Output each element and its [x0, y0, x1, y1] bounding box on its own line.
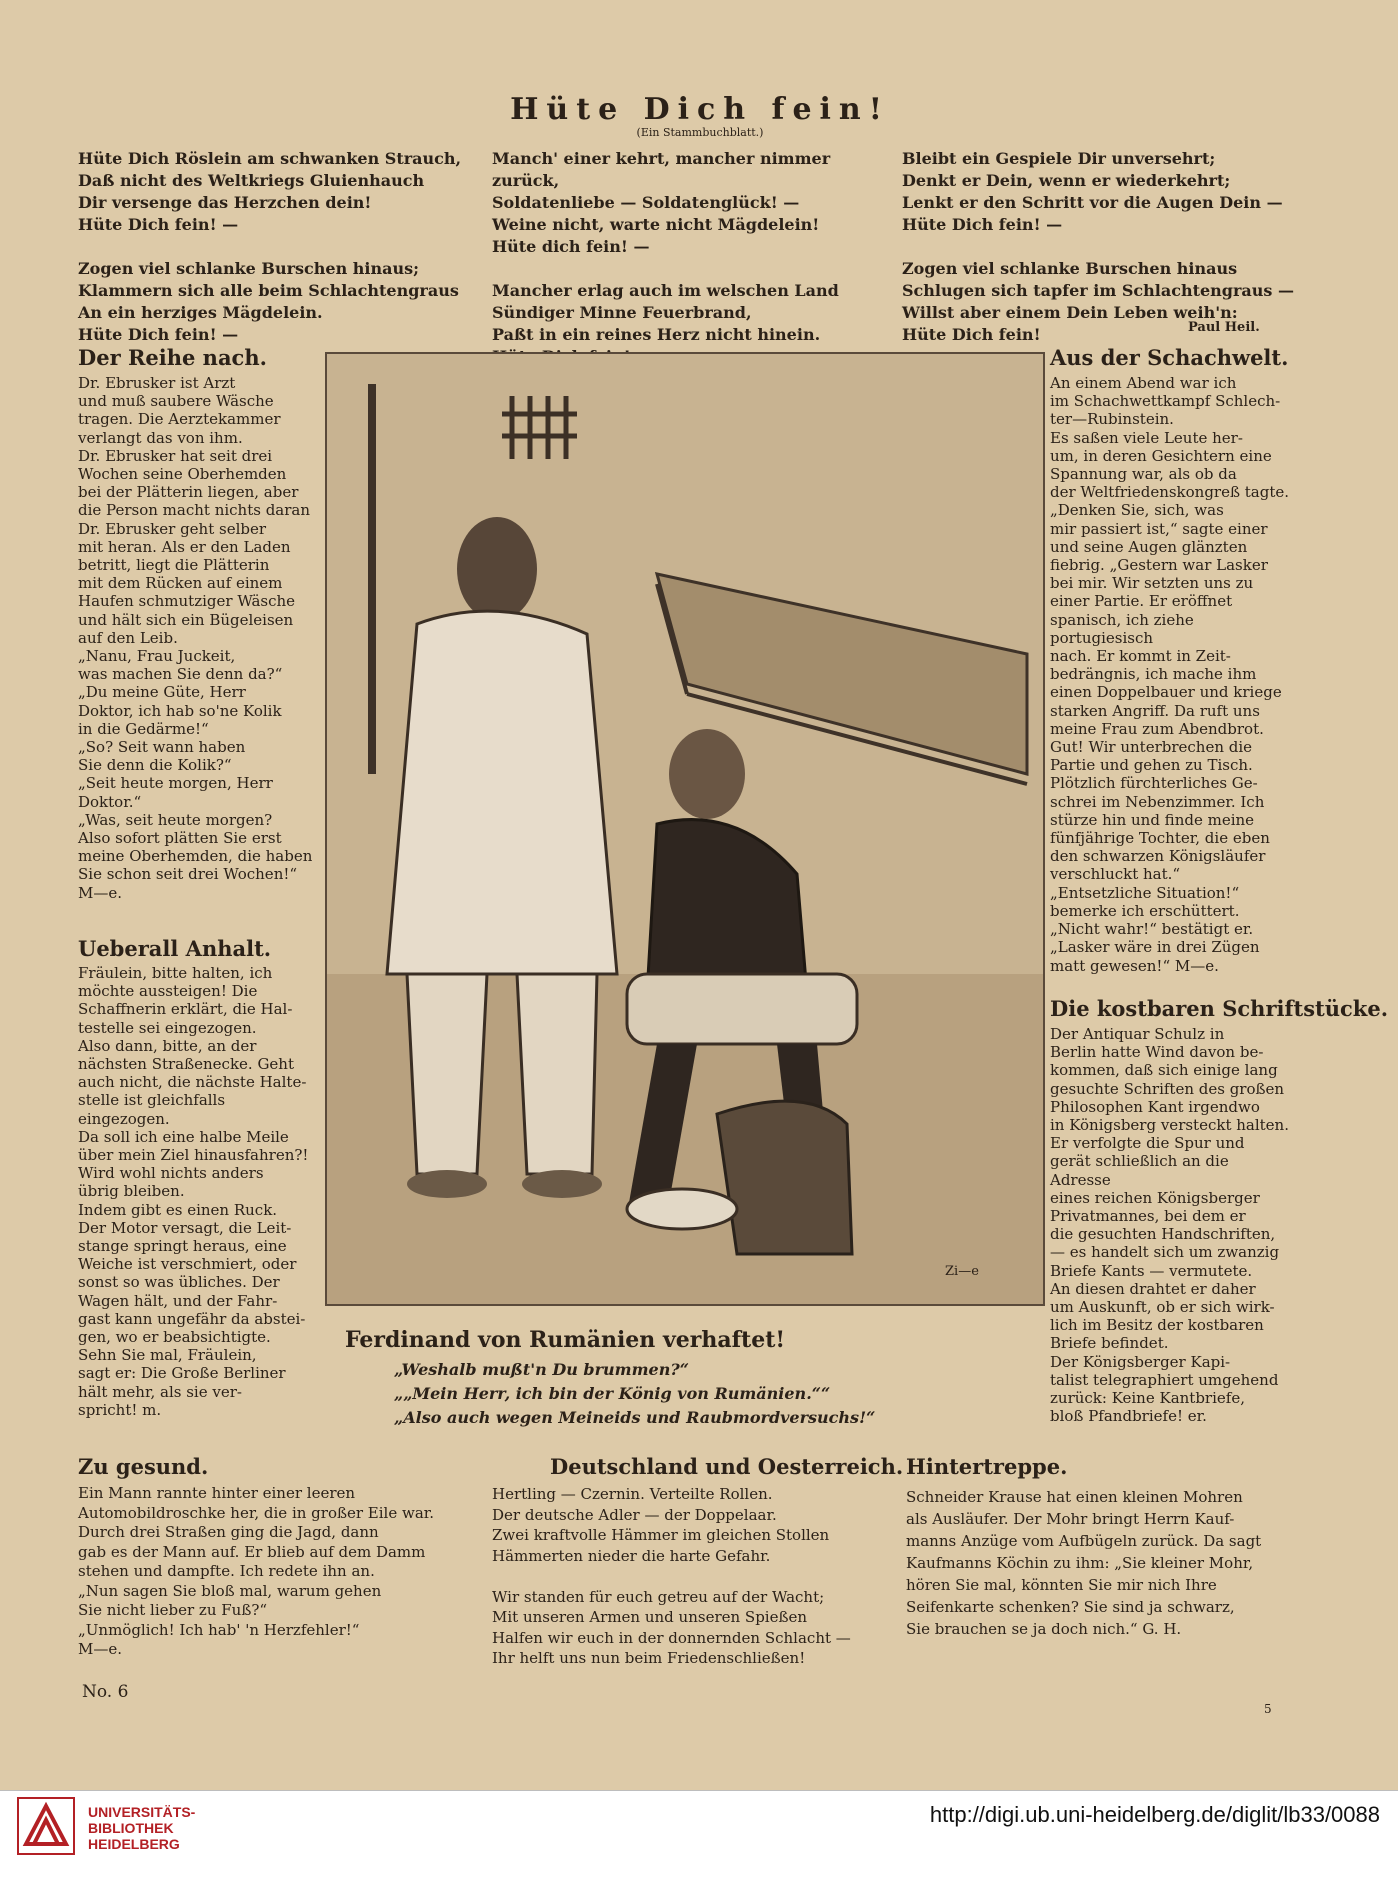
illustration — [325, 352, 1045, 1306]
caption-title: Ferdinand von Rumänien verhaftet! — [345, 1327, 786, 1353]
left-section-2-title: Ueberall Anhalt. — [78, 936, 272, 961]
issue-number: No. 6 — [82, 1682, 129, 1702]
right-section-1-text: An einem Abend war ich im Schachwettkampf Schlech- ter—Rubinstein. Es saßen viele Leute her- um, in deren Gesichtern eine Spannung war, als ob da der Weltfriedenskongreß tagte. „Denken Sie, sich, was mir passiert ist,“ sagte einer und seine Augen glänzten fiebrig. „Gestern war Lasker bei mir. Wir setzten uns zu einer Partie. Er eröffnet spanisch, ich ziehe portugiesisch nach. Er kommt in Zeit- bedrängnis, ich mache ihm einen Doppelbauer und kriege starken Angriff. Da ruft uns meine Frau zum Abendbrot. Gut! Wir unterbrechen die Partie und gehen zu Tisch. Plötzlich fürchterliches Ge- schrei im Nebenzimmer. Ich stürze hin und finde meine fünfjährige Tochter, die eben den schwarzen Königsläufer verschluckt hat.“ „Entsetzliche Situation!“ bemerke ich erschüttert. „Nicht wahr!“ bestätigt er. „Lasker wäre in drei Zügen matt gewesen!“ M—e. — [1050, 374, 1290, 975]
left-section-1-title: Der Reihe nach. — [78, 345, 267, 370]
right-section-2-title: Die kostbaren Schriftstücke. — [1050, 996, 1389, 1021]
caption-line-1: „Weshalb mußt'n Du brummen?“ — [394, 1360, 689, 1379]
illustration-signature: Zi—e — [945, 1264, 979, 1279]
library-name: UNIVERSITÄTS- BIBLIOTHEK HEIDELBERG — [88, 1804, 196, 1852]
bottom-section-2-title: Deutschland und Oesterreich. — [550, 1454, 904, 1479]
left-section-2-text: Fräulein, bitte halten, ich möchte aussteigen! Die Schaffnerin erklärt, die Hal- testelle sei eingezogen. Also dann, bitte, an der nächsten Straßenecke. Geht auch nicht, die nächste Halte- stelle ist gleichfalls eingezogen. Da soll ich eine halbe Meile über mein Ziel hinausfahren?! Wird wohl nichts anders übrig bleiben. Indem gibt es einen Ruck. Der Motor versagt, die Leit- stange springt heraus, eine Weiche ist verschmiert, oder sonst so was übliches. Der Wagen hält, und der Fahr- gast kann ungefähr da abstei- gen, wo er beabsichtigte. Sehn Sie mal, Fräulein, sagt er: Die Große Berliner hält mehr, als sie ver- spricht! m. — [78, 964, 309, 1419]
bottom-section-3-title: Hintertreppe. — [906, 1454, 1068, 1479]
bottom-section-2-text: Hertling — Czernin. Verteilte Rollen. Der deutsche Adler — der Doppelaar. Zwei kraftvolle Hämmer im gleichen Stollen Hämmerten nieder die harte Gefahr. Wir standen für euch getreu auf der Wacht; Mit unseren Armen und unseren Spießen Halfen wir euch in der donnernden Schlacht — Ihr helft uns nun beim Friedenschließen! — [492, 1485, 851, 1667]
poem-title: Hüte Dich fein! — [510, 92, 890, 127]
library-logo[interactable] — [16, 1796, 76, 1856]
cartoon-drawing — [327, 354, 1043, 1304]
source-url[interactable]: http://digi.ub.uni-heidelberg.de/diglit/lb33/0088 — [929, 1802, 1380, 1827]
caption-line-2: „„Mein Herr, ich bin der König von Rumänien.““ — [394, 1384, 831, 1403]
caption-line-3: „Also auch wegen Meineids und Raubmordversuchs!“ — [394, 1408, 876, 1427]
library-seal-icon — [16, 1796, 76, 1856]
poem-column-3: Bleibt ein Gespiele Dir unversehrt; Denkt er Dein, wenn er wiederkehrt; Lenkt er den Schritt vor die Augen Dein — Hüte Dich fein! — Zogen viel schlanke Burschen hinaus Schlugen sich tapfer im Schlachtengraus — Willst aber einem Dein Leben weih'n: Hüte Dich fein! — [902, 149, 1294, 344]
bottom-section-3-text: Schneider Krause hat einen kleinen Mohren als Ausläufer. Der Mohr bringt Herrn Kauf- manns Anzüge vom Aufbügeln zurück. Da sagt Kaufmanns Köchin zu ihm: „Sie kleiner Mohr, hören Sie mal, könnten Sie mir nich Ihre Seifenkarte schenken? Sie sind ja schwarz, Sie brauchen se ja doch nich.“ G. H. — [906, 1488, 1262, 1638]
poem-column-2: Manch' einer kehrt, mancher nimmer zurück, Soldatenliebe — Soldatenglück! — Weine nicht, warte nicht Mägdelein! Hüte dich fein! — Mancher erlag auch im welschen Land Sündiger Minne Feuerbrand, Paßt in ein reines Herz nicht hinein. — [492, 149, 839, 344]
left-section-1-text: Dr. Ebrusker ist Arzt und muß saubere Wäsche tragen. Die Aerztekammer verlangt das von ihm. Dr. Ebrusker hat seit drei Wochen seine Oberhemden bei der Plätterin liegen, aber die Person macht nichts daran Dr. Ebrusker geht selber mit heran. Als er den Laden betritt, liegt die Plätterin mit dem Rücken auf einem Haufen schmutziger Wäsche und hält sich ein Bügeleisen auf den Leib. „Nanu, Frau Juckeit, was machen Sie denn da?“ „Du meine Güte, Herr Doktor, ich hab so'ne Kolik in die Gedärme!“ „So? Seit wann haben Sie denn die Kolik?“ „Seit heute morgen, Herr Doktor.“ „Was, seit heute morgen? Also sofort plätten Sie erst meine Oberhemden, die haben Sie schon seit drei Wochen!“ M—e. — [78, 374, 313, 902]
bottom-section-1-title: Zu gesund. — [78, 1454, 209, 1479]
right-section-1-title: Aus der Schachwelt. — [1050, 345, 1289, 370]
poem-author: Paul Heil. — [1188, 320, 1260, 335]
page-number: 5 — [1264, 1702, 1272, 1716]
poem-column-1: Hüte Dich Röslein am schwanken Strauch, Daß nicht des Weltkriegs Gluienhauch Dir versenge das Herzchen dein! Hüte Dich fein! — Zogen viel schlanke Burschen hinaus; Klammern sich alle beim Schlachtengraus An ein herziges Mägdelein. Hüte Dich fein! — — [78, 149, 462, 344]
right-section-2-text: Der Antiquar Schulz in Berlin hatte Wind davon be- kommen, daß sich einige lang gesuchte Schriften des großen Philosophen Kant irgendwo in Königsberg versteckt halten. Er verfolgte die Spur und gerät schließlich an die Adresse eines reichen Königsberger Privatmannes, bei dem er die gesuchten Handschriften, — es handelt sich um zwanzig Briefe Kants — vermutete. An diesen drahtet er daher um Auskunft, ob er sich wirk- lich im Besitz der kostbaren Briefe befindet. Der Königsberger Kapi- talist telegraphiert umgehend zurück: Keine Kantbriefe, bloß Pfandbriefe! er. — [1050, 1025, 1289, 1426]
bottom-section-1-text: Ein Mann rannte hinter einer leeren Automobildroschke her, die in großer Eile war. Durch drei Straßen ging die Jagd, dann gab es der Mann auf. Er blieb auf dem Damm stehen und dampfte. Ich redete ihn an. „Nun sagen Sie bloß mal, warum gehen Sie nicht lieber zu Fuß?“ „Unmöglich! Ich hab' 'n Herzfehler!“ M—e. — [78, 1484, 435, 1658]
poem-subtitle: (Ein Stammbuchblatt.) — [636, 126, 764, 139]
